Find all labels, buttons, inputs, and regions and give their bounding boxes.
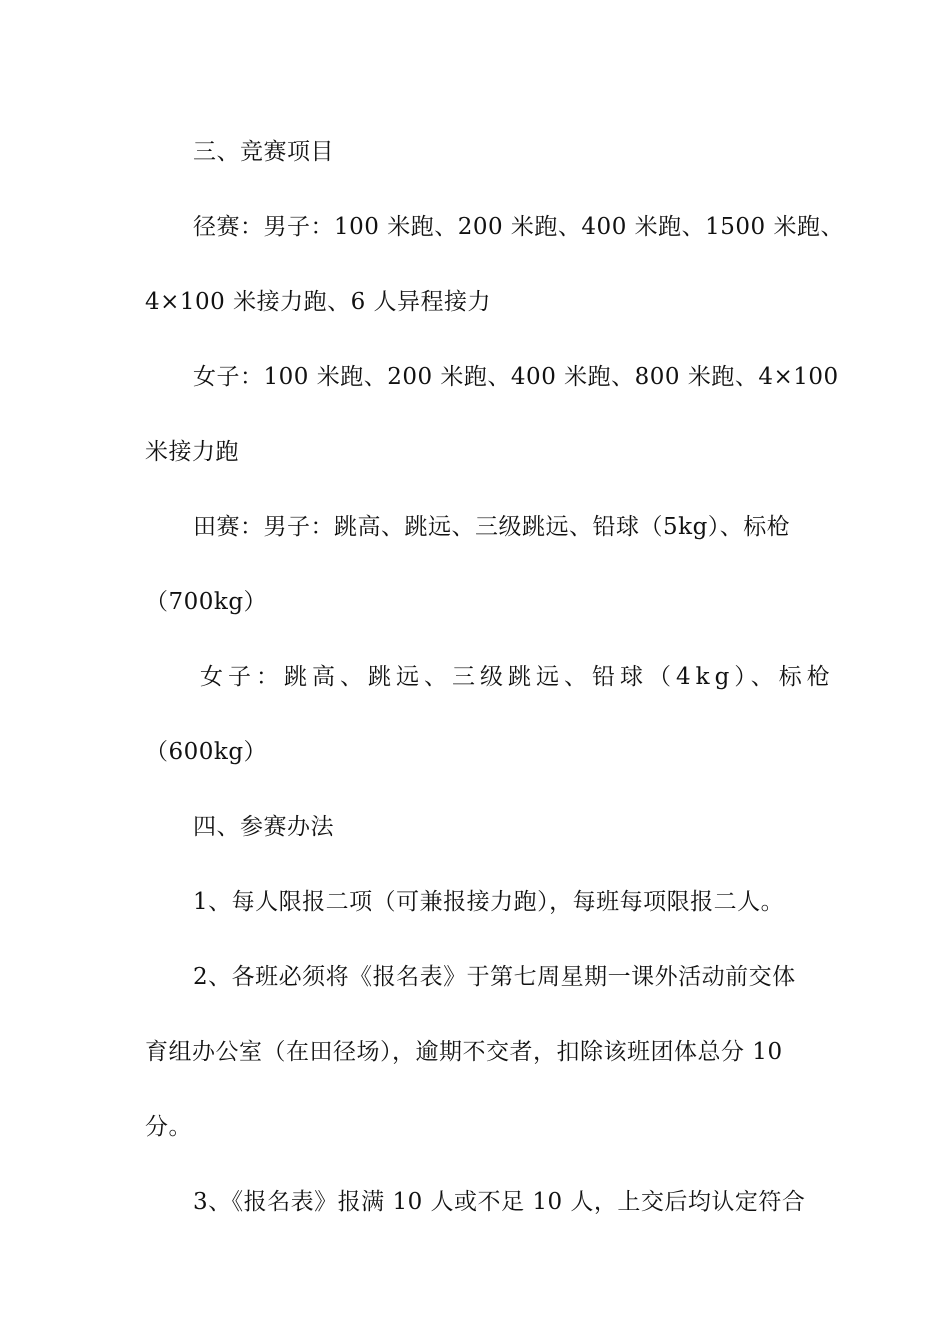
track-events-women-continuation: 米接力跑	[145, 439, 239, 465]
section-heading-competition-events: 三、竞赛项目	[193, 139, 334, 165]
field-events-women-line: 女子：跳高、跳远、三级跳远、铅球（4kg）、标枪	[200, 664, 835, 690]
track-events-men-line: 径赛：男子：100 米跑、200 米跑、400 米跑、1500 米跑、	[193, 214, 844, 240]
field-events-men-continuation: （700kg）	[145, 589, 268, 615]
rule-1-line: 1、每人限报二项（可兼报接力跑），每班每项限报二人。	[193, 889, 785, 915]
rule-2-line: 2、各班必须将《报名表》于第七周星期一课外活动前交体	[193, 964, 796, 990]
rule-2-continuation: 育组办公室（在田径场），逾期不交者，扣除该班团体总分 10	[145, 1039, 783, 1065]
field-events-women-continuation: （600kg）	[145, 739, 268, 765]
field-events-men-line: 田赛：男子：跳高、跳远、三级跳远、铅球（5kg）、标枪	[193, 514, 791, 540]
rule-3-line: 3、《报名表》报满 10 人或不足 10 人，上交后均认定符合	[193, 1189, 806, 1215]
rule-2-continuation-end: 分。	[145, 1114, 192, 1140]
track-events-women-line: 女子：100 米跑、200 米跑、400 米跑、800 米跑、4×100	[193, 364, 839, 390]
track-events-men-continuation: 4×100 米接力跑、6 人异程接力	[145, 289, 492, 315]
section-heading-participation-rules: 四、参赛办法	[193, 814, 334, 840]
